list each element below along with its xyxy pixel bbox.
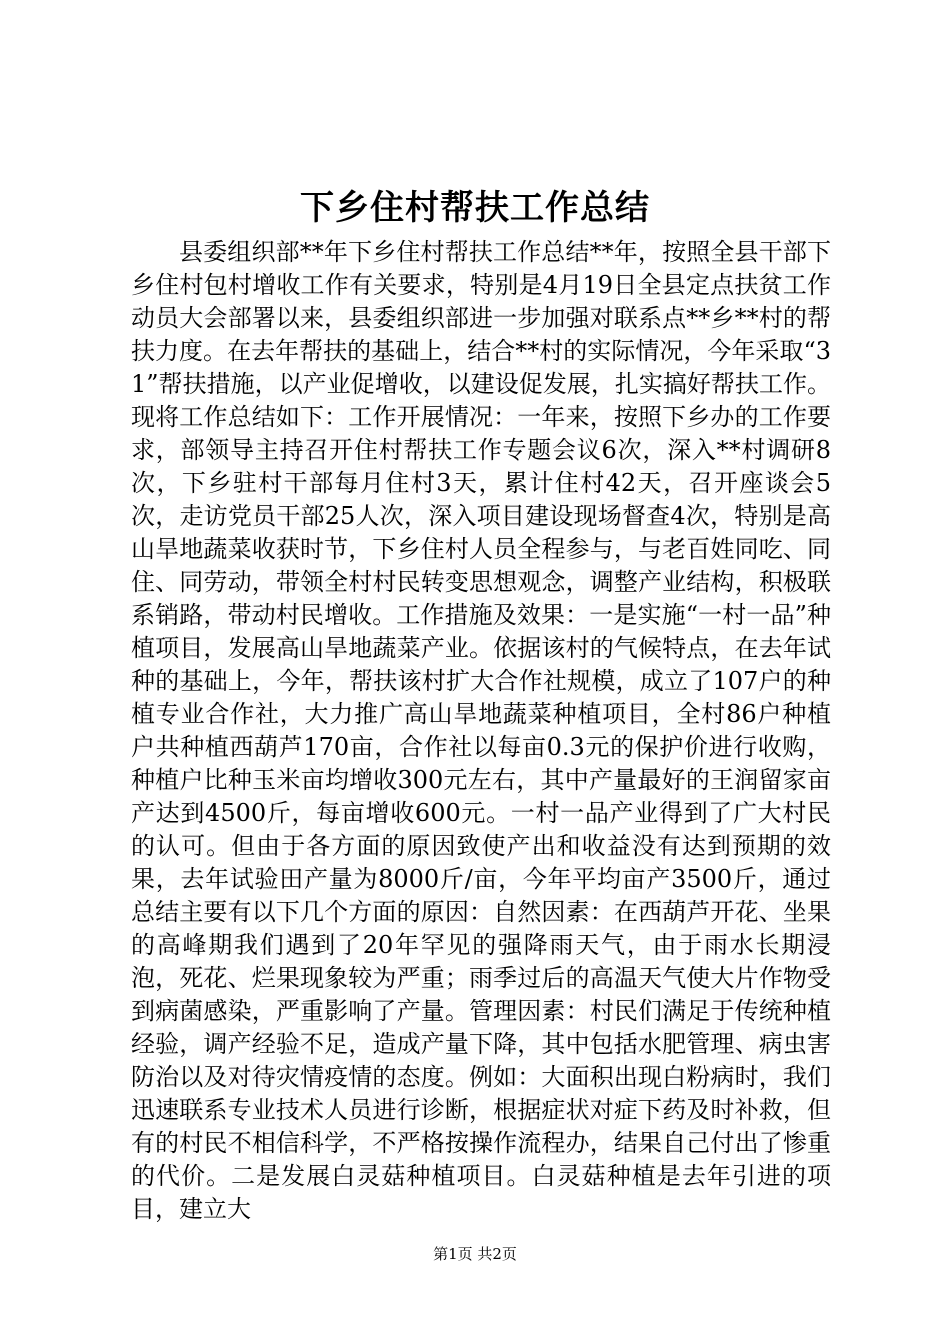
document-body-paragraph: 县委组织部**年下乡住村帮扶工作总结**年，按照全县干部下乡住村包村增收工作有关要求，特别是4月19日全县定点扶贫工作动员大会部署以来，县委组织部进一步加强对联系点**乡**村的帮扶力度。在去年帮扶的基础上，结合**村的实际情况，今年采取“31”帮扶措施，以产业促增收，以建设促发展，扎实搞好帮扶工作。现将工作总结如下：工作开展情况：一年来，按照下乡办的工作要求，部领导主持召开住村帮扶工作专题会议6次，深入**村调研8次，下乡驻村干部每月住村3天，累计住村42天，召开座谈会5次，走访党员干部25人次，深入项目建设现场督查4次，特别是高山旱地蔬菜收获时节，下乡住村人员全程参与，与老百姓同吃、同住、同劳动，带领全村村民转变思想观念，调整产业结构，积极联系销路，带动村民增收。工作措施及效果：一是实施“一村一品”种植项目，发展高山旱地蔬菜产业。依据该村的气候特点，在去年试种的基础上，今年，帮扶该村扩大合作社规模，成立了107户的种植专业合作社，大力推广高山旱地蔬菜种植项目，全村86户种植户共种植西葫芦170亩，合作社以每亩0.3元的保护价进行收购，种植户比种玉米亩均增收300元左右，其中产量最好的王润留家亩产达到4500斤，每亩增收600元。一村一品产业得到了广大村民的认可。但由于各方面的原因致使产出和收益没有达到预期的效果，去年试验田产量为8000斤/亩，今年平均亩产3500斤，通过总结主要有以下几个方面的原因：自然因素：在西葫芦开花、坐果的高峰期我们遇到了20年罕见的强降雨天气，由于雨水长期浸泡，死花、烂果现象较为严重；雨季过后的高温天气使大片作物受到病菌感染，严重影响了产量。管理因素：村民们满足于传统种植经验，调产经验不足，造成产量下降，其中包括水肥管理、病虫害防治以及对待灾情疫情的态度。例如：大面积出现白粉病时，我们迅速联系专业技术人员进行诊断，根据症状对症下药及时补救，但有的村民不相信科学，不严格按操作流程办，结果自己付出了惨重的代价。二是发展白灵菇种植项目。白灵菇种植是去年引进的项目，建立大: [131, 238, 831, 1223]
page-number-footer: 第1页 共2页: [433, 1245, 517, 1263]
document-title: 下乡住村帮扶工作总结: [300, 188, 650, 228]
